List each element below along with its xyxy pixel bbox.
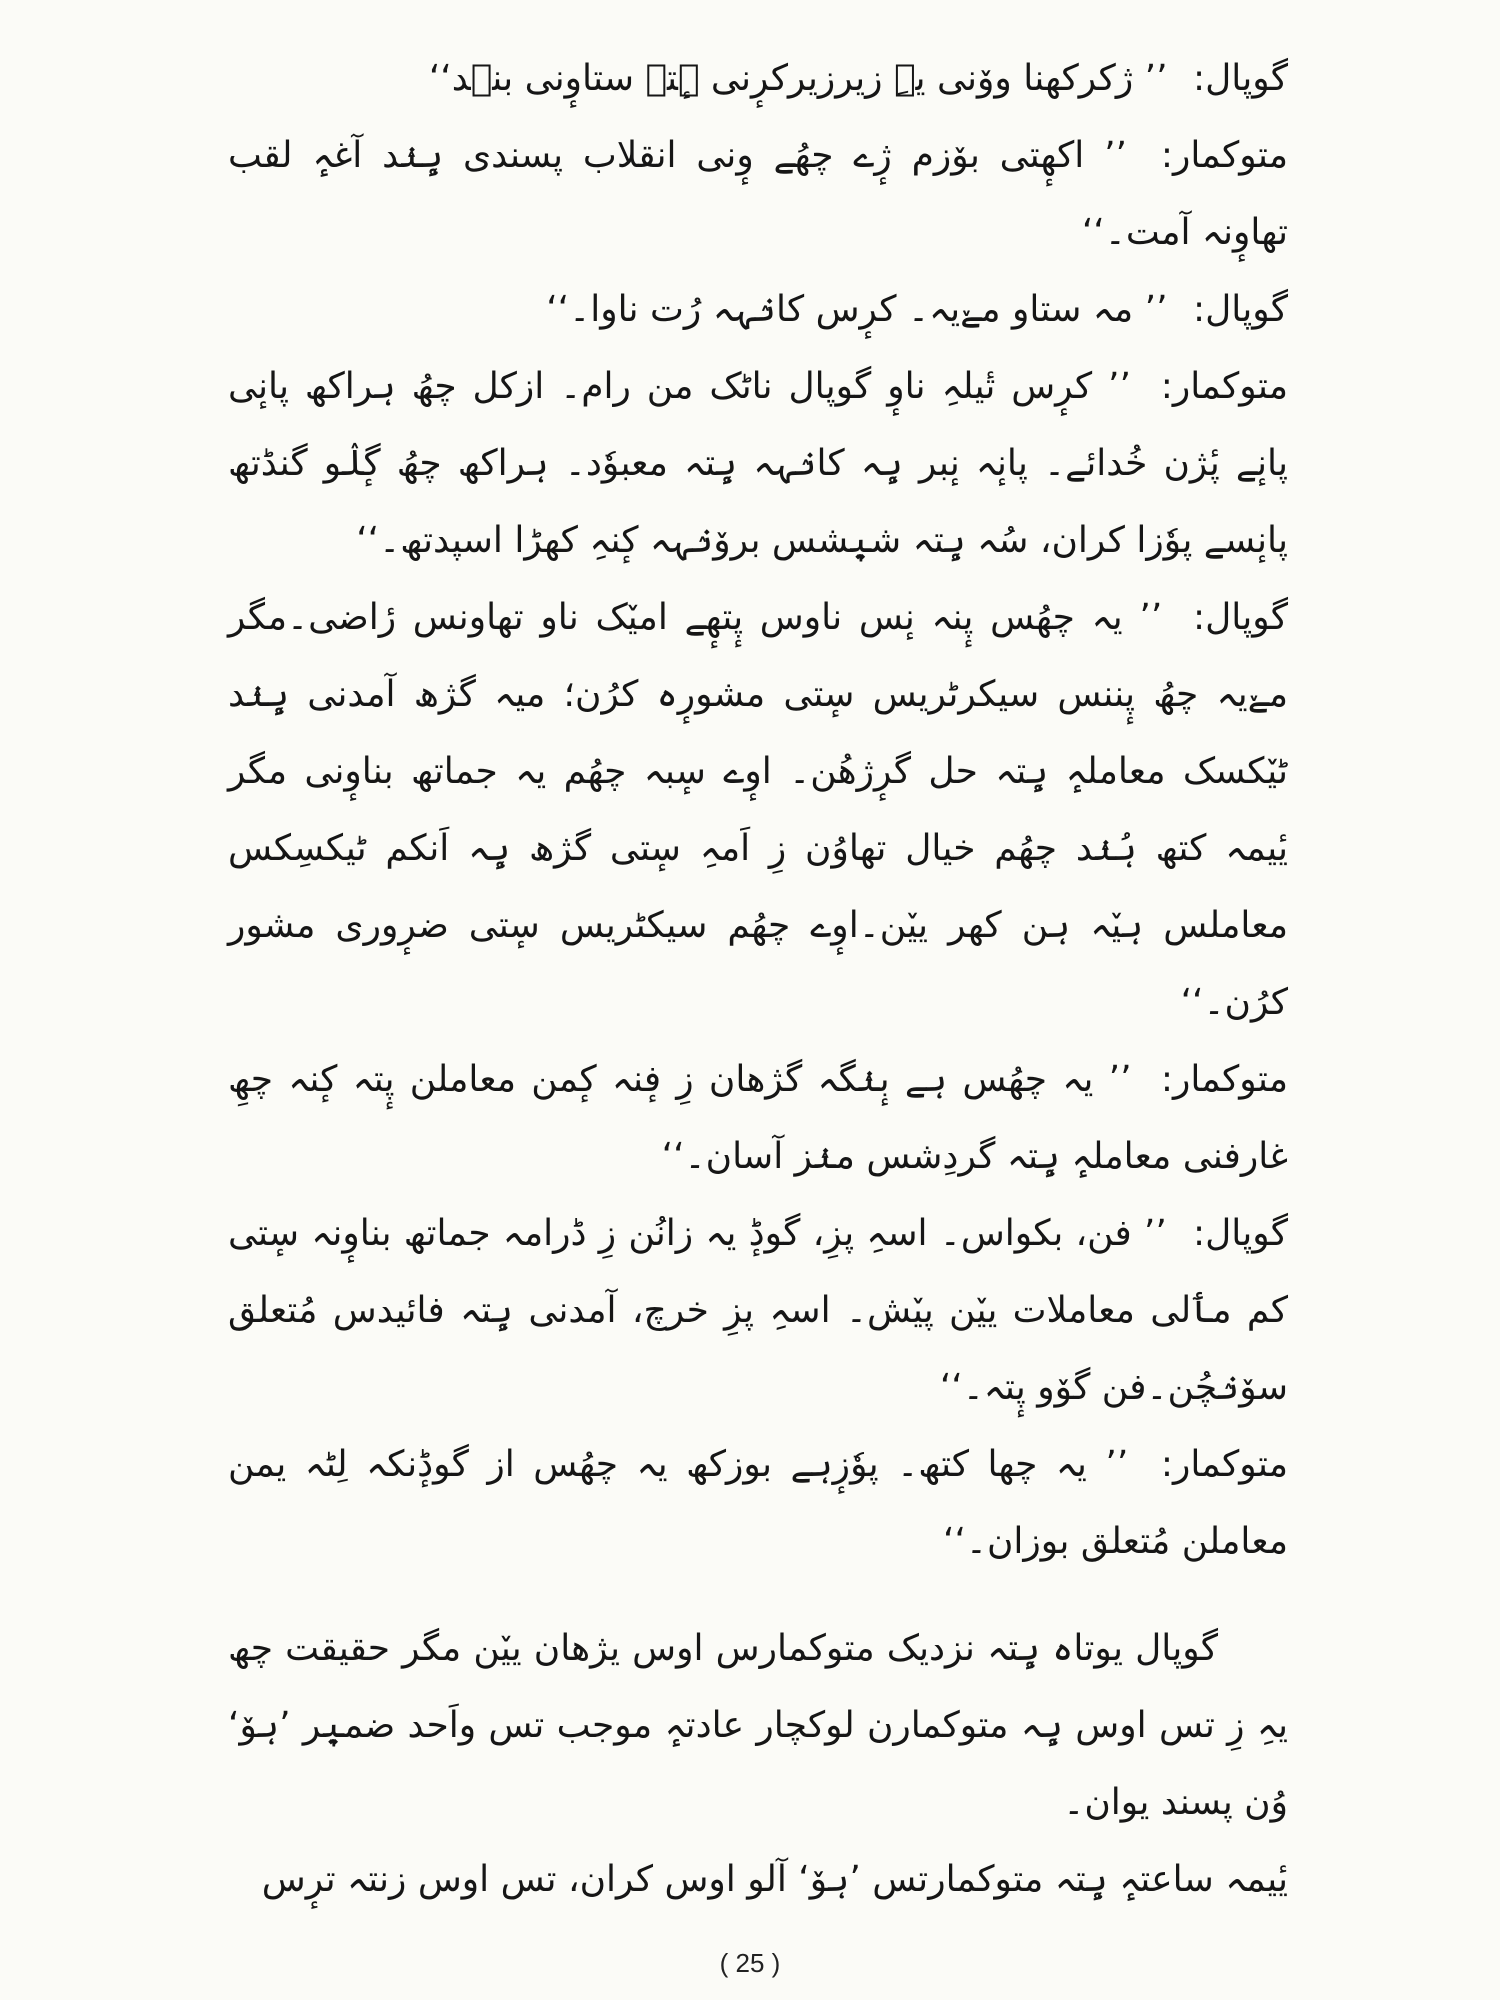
dialogue-line	[228, 1041, 1288, 1195]
speaker-label: متوکمار:	[1160, 1059, 1288, 1100]
dialogue-text: ’’ کرٕس تٔیلہِ ناوٕ گوپال ناٹک من رام۔ ازکل چھُ ہراکھ پانٕی پانٕے پٔژن خُدائے۔ پانٕہ نٕبر ہٕہ کانٛہہ ہٕتہ معبوٗد۔ ہراکھ چھُ گٕلٛو گنڈتھ پانٕسے پوٗزا کران، سُہ ہٕتہ شیٖشس بروٚنٛہہ کٕنہِ کھڑا اسپدتھ۔‘‘	[228, 366, 1288, 561]
dialogue-line	[228, 40, 1288, 117]
dialogue-line	[228, 579, 1288, 1041]
dialogue-line	[228, 348, 1288, 579]
book-text	[228, 40, 1288, 1918]
speaker-label: متوکمار:	[1160, 135, 1288, 176]
speaker-label: گوپال:	[1192, 597, 1288, 638]
dialogue-text: ’’ ژکرکھنا ووٚنی یہِ زیرزیرکرٕنی ہٕتہ ستاوٕنی بنٛد‘‘	[428, 58, 1168, 99]
page-number: ( 25 )	[719, 1948, 781, 1978]
dialogue-line	[228, 1426, 1288, 1580]
dialogue-text: ’’ یہ چھُس پٕنہ نٕس ناوس پٕتھٕے امیٚک ناو تھاونس رٔاضی۔مگر مےٚیہ چھُ پٕننس سیکرٹریس سٕتی مشورٕہ کرُن؛ میہ گژھ آمدنی ہٕنٛد ٹیٚکسک معاملہٕ ہٕتہ حل گرٕژھُن۔ اوٕے سٕبہ چھُم یہ جماتھ بناوٕنی مگر یٔیمہ کتھ ہُنٛد چھُم خیال تھاوُن زِ اَمہِ سٕتی گژھ ہٕہ اَنکم ٹیکسِکس معاملس ہیٚہ ہن کھر ییٚن۔اوٕے چھُم سیکٹریس سٕتی ضرٕوری مشور کرُن۔‘‘	[228, 597, 1288, 1023]
speaker-label: متوکمار:	[1160, 1444, 1288, 1485]
dialogue-line	[228, 271, 1288, 348]
dialogue-text: ’’ مہ ستاو مےٚیہ۔ کرٕس کانٛہہ رُت ناوا۔‘‘	[546, 289, 1168, 330]
narration-paragraph: یٔیمہ ساعتہٕ ہٕتہ متوکمارتس ’ہوٚ‘ آلو اوس کران، تس اوس زنتہ ترٕس	[261, 1859, 1288, 1900]
speaker-label: گوپال:	[1192, 289, 1288, 330]
speaker-label: متوکمار:	[1160, 366, 1288, 407]
dialogue-text: ’’ یہ چھُس ہے بٕنٛگہ گژھان زِ فٕنہ کٕمن معاملن پٕتہ کٕنہ چھِ غارفنی معاملہٕ ہٕتہ گردِشس منٛز آسان۔‘‘	[228, 1059, 1288, 1177]
speaker-label: گوپال:	[1192, 58, 1288, 99]
dialogue-line	[228, 1195, 1288, 1426]
dialogue-text: ’’ فن، بکواس۔ اسہِ پزِ، گوڈٕ یہ زانُن زِ ڈرامہ جماتھ بناوٕنہ سٕتی کم مٲلی معاملات ییٚن پیٚش۔ اسہِ پزِ خرچ، آمدنی ہٕتہ فائیدس مُتعلق سوٚنٛچُن۔فن گوٚو پٕتہ۔‘‘	[228, 1213, 1288, 1408]
narration-paragraph: گوپال یوتاہ ہٕتہ نزدیک متوکمارس اوس یژھان ییٚن مگر حقیقت چھ یہِ زِ تس اوس ہٕہ متوکمارن لوکچار عادتہٕ موجب تس واَحد ضمیٖر ’ہوٚ‘ وُن پسند یوان۔	[228, 1628, 1288, 1823]
dialogue-text: ’’ یہ چھا کتھ۔ پوٗزٕہے بوزکھ یہ چھُس از گوڈٕنکہ لِٹہ یمن معاملن مُتعلق بوزان۔‘‘	[228, 1444, 1288, 1562]
dialogue-text: ’’ اکھٕتی بوٚزم ژٕے چھُے وٕنی انقلاب پسندی ہٕنٛد آغہٕ لقب تھاوٕنہ آمت۔‘‘	[228, 135, 1288, 253]
speaker-label: گوپال:	[1192, 1213, 1288, 1254]
dialogue-line	[228, 117, 1288, 271]
